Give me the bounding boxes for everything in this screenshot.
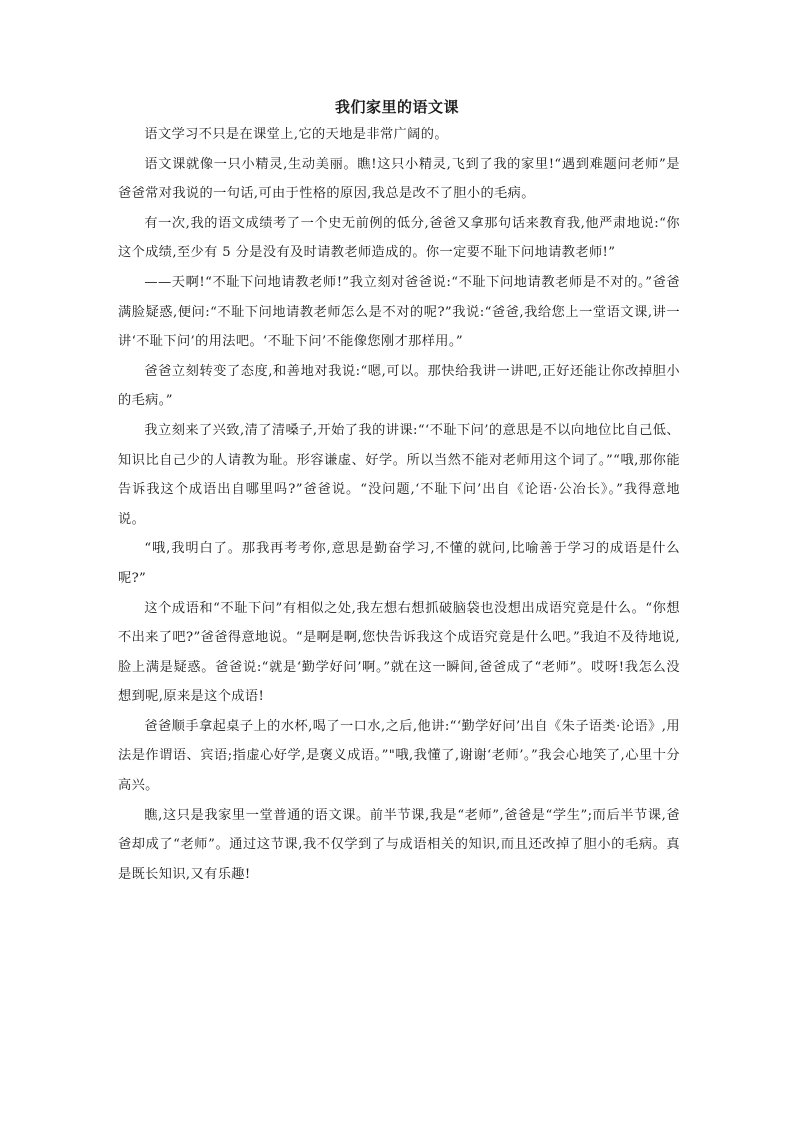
paragraph-6: 我立刻来了兴致,清了清嗓子,开始了我的讲课:“‘不耻下问’的意思是不以向地位比自己低、知识比自己少的人请教为耻。形容谦虚、好学。所以当然不能对老师用这个词了。”“哦,那你能告诉我这个成语出自哪里吗?”爸爸说。“没问题,‘不耻下问’出自《论语·公冶长》。”我得意地说。 [118,422,680,527]
paragraph-4: ——天啊!“不耻下问地请教老师!”我立刻对爸爸说:“不耻下问地请教老师是不对的。”爸爸满脸疑惑,便问:“不耻下问地请教老师怎么是不对的呢?”我说:“爸爸,我给您上一堂语文课,讲一讲‘不耻下问’的用法吧。‘不耻下问’不能像您刚才那样用。” [118,274,680,350]
paragraph-1: 语文学习不只是在课堂上,它的天地是非常广阔的。 [144,127,448,142]
paragraph-3: 有一次,我的语文成绩考了一个史无前例的低分,爸爸又拿那句话来教育我,他严肃地说:“你这个成绩,至少有 5 分是没有及时请教老师造成的。你一定要不耻下问地请教老师!” [118,215,680,261]
paragraph-8: 这个成语和“不耻下问”有相似之处,我左想右想抓破脑袋也没想出成语究竟是什么。“你想不出来了吧?”爸爸得意地说。“是啊是啊,您快告诉我这个成语究竟是什么吧。”我迫不及待地说,脸上满是疑惑。爸爸说:“就是‘勤学好问’啊。”就在这一瞬间,爸爸成了“老师”。哎呀!我怎么没想到呢,原来是这个成语! [118,600,680,705]
paragraph-9: 爸爸顺手拿起桌子上的水杯,喝了一口水,之后,他讲:“‘勤学好问’出自《朱子语类·论语》,用法是作谓语、宾语;指虚心好学,是褒义成语。”"哦,我懂了,谢谢‘老师’。”我会心地笑了,心里十分高兴。 [118,718,680,794]
paragraph-5: 爸爸立刻转变了态度,和善地对我说:“嗯,可以。那快给我讲一讲吧,正好还能让你改掉胆小的毛病。” [118,363,680,409]
paragraph-2: 语文课就像一只小精灵,生动美丽。瞧!这只小精灵,飞到了我的家里!“遇到难题问老师”是爸爸常对我说的一句话,可由于性格的原因,我总是改不了胆小的毛病。 [118,156,680,202]
paragraph-7: “哦,我明白了。那我再考考你,意思是勤奋学习,不懂的就问,比喻善于学习的成语是什么呢?” [118,541,680,586]
document-title: 我们家里的语文课 [334,98,459,116]
paragraph-10: 瞧,这只是我家里一堂普通的语文课。前半节课,我是“老师”,爸爸是“学生”;而后半节课,爸爸却成了“老师”。通过这节课,我不仅学到了与成语相关的知识,而且还改掉了胆小的毛病。真是既长知识,又有乐趣! [118,807,680,882]
document-body [118,120,680,889]
